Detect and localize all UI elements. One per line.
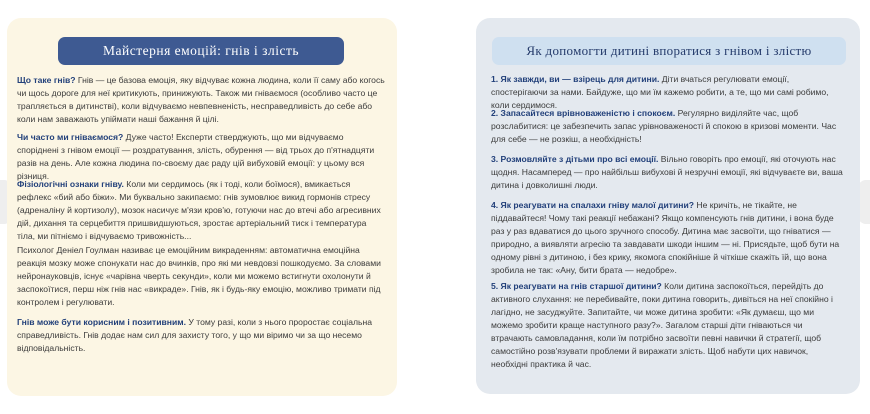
section-text: У тому разі, коли з нього проростає соціальна справедливість. Гнів додає нам сил для захисту того, у що ми віримо чи за що несемо відповідальність. — [17, 317, 372, 353]
tip-heading: 2. Запасайтеся врівноваженістю і спокоєм. — [491, 108, 676, 118]
tip-text: Діти вчаться регулювати емоції, спостерігаючи за нами. Байдуже, що ми їм кажемо робити, а те, що ми самі робимо, коли сердимося. — [491, 74, 829, 110]
tip-young-child — [491, 199, 846, 277]
tip-calm — [491, 107, 846, 146]
tip-heading: 3. Розмовляйте з дітьми про всі емоції. — [491, 154, 659, 164]
right-page — [476, 18, 860, 394]
section-text: Психолог Деніел Гоулман називає це емоційним викраденням: автоматична емоційна реакція мозку може спонукати нас до вчинків, про які ми невдовзі пошкодуємо. За словами нейронауковців, існує «чарівна чверть секунди», коли ми можемо встигнути охолонути й заспокоїтися, перш ніж гнів нас «викраде». Гнів, як і будь-яку емоцію, можливо тримати під контролем і регулювати. — [17, 245, 381, 307]
section-heading: Чи часто ми гніваємося? — [17, 132, 124, 142]
tip-text: Коли дитина заспокоїться, перейдіть до активного слухання: не перебивайте, поки дитина говорить, дивіться на неї спокійно і лагідно, не засуджуйте. Запитайте, чи може дитина зробити: «Як думаєш, що ми можемо зробити краще наступного разу?». Загалом старші діти гніваються чи втрачають самовладання, коли їм потрібно засвоїти певні навички й стратегії, щоб самостійно розв'язувати проблеми й виражати злість. Щоб набути цих навичок, необхідні практика й час. — [491, 281, 833, 369]
tip-older-child — [491, 280, 846, 371]
tip-heading: 1. Як завжди, ви — взірець для дитини. — [491, 74, 660, 84]
section-anger-positive — [17, 316, 385, 355]
section-text: Гнів — це базова емоція, яку відчуває кожна людина, коли її саму або когось чи щось дороге для неї критикують, принижують. Також ми гніваємося (особливо часто це трапляється в дитинстві), коли відчуваємо невпевненість, несправедливість до себе або коли нам заважають упіймати наші бажання й цілі. — [17, 75, 385, 124]
tip-talk-emotions — [491, 153, 846, 192]
section-text: Дуже часто! Експерти стверджують, що ми відчуваємо споріднені з гнівом емоції — роздратування, злість, обурення — від трьох до п'ятнадцяти разів на день. Але кожна людина по-своєму дає раду цій вибуховій емоції: у цьому вся різниця. — [17, 132, 375, 181]
left-page — [7, 18, 397, 396]
tip-heading: 4. Як реагувати на спалахи гніву малої дитини? — [491, 200, 694, 210]
section-what-is-anger — [17, 74, 385, 126]
tip-text: Не кричіть, не тікайте, не піддавайтеся! Чому такі реакції небажані? Якщо компенсують гнів дитини, і вона буде раз у раз вдаватися до цього зручного способу. Дитина має засвоїти, що гніватися — природно, а виявляти агресію та завдавати шкоди іншим — ні. Присядьте, щоб бути на одному рівні з дитиною, і без крику, якомога спокійніше й чіткіше скажіть їй, що вона зробила не так: «Ану, бити брата — недобре». — [491, 200, 840, 275]
section-heading: Гнів може бути корисним і позитивним. — [17, 317, 187, 327]
section-heading: Що таке гнів? — [17, 75, 76, 85]
tip-heading: 5. Як реагувати на гнів старшої дитини? — [491, 281, 662, 291]
left-page-title: Майстерня емоцій: гнів і злість — [58, 37, 344, 65]
right-page-title: Як допомогти дитині впоратися з гнівом і злістю — [492, 37, 846, 65]
section-physiology — [17, 178, 385, 243]
tip-text: Регулярно виділяйте час, щоб розслабитися: це забезпечить запас урівноваженості й спокою в кризові моменти. Час для себе — не розкіш, а необхідність! — [491, 108, 837, 144]
tip-text: Вільно говоріть про емоції, які оточують нас щодня. Насамперед — про найбільш вибухові й незручні емоції, які відчуваєте ви, ваша дитина і довколишні люди. — [491, 154, 843, 190]
section-how-often — [17, 131, 385, 183]
section-heading: Фізіологічні ознаки гніву. — [17, 179, 124, 189]
section-goleman — [17, 244, 385, 309]
section-text: Коли ми сердимось (як і тоді, коли боїмося), вмикається рефлекс «бий або біжи». Ми буквально закипаємо: гнів зумовлює викид гормонів стресу (адреналіну й кортизолу), мозок насичує м'язи кров'ю, готуючи нас до втечі або агресивних дій, дихання та серцебиття пришвидшуються, зростає артеріальний тиск і температура тіла, ми пітніємо і відчуваємо тривожність... — [17, 179, 381, 241]
